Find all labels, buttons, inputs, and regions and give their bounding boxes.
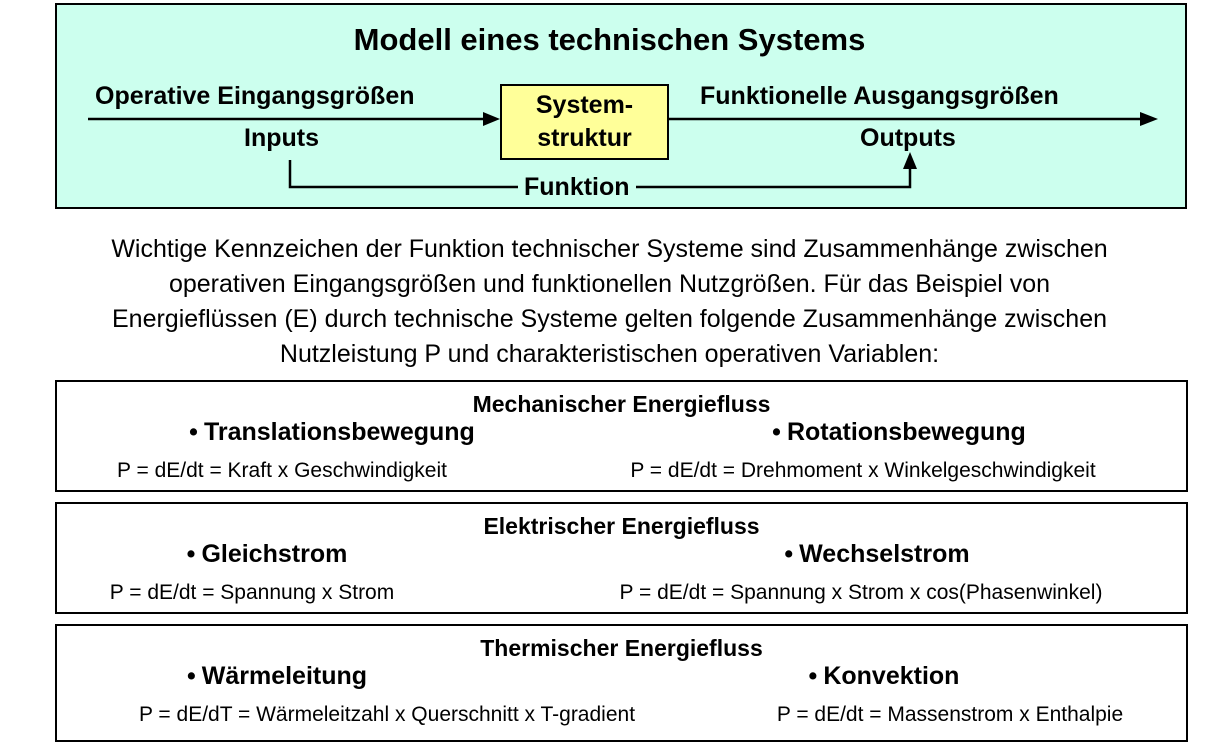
item-name-text: Rotationsbewegung xyxy=(786,418,1026,446)
flow-item-formula: P = dE/dt = Kraft x Geschwindigkeit xyxy=(117,459,447,482)
flow-item-formula: P = dE/dt = Massenstrom x Enthalpie xyxy=(776,703,1124,726)
bullet-icon: • xyxy=(808,662,818,690)
outputs-label: Outputs xyxy=(860,124,956,152)
flow-item-name xyxy=(809,662,960,691)
outputs-label-german: Funktionelle Ausgangsgrößen xyxy=(700,82,1059,110)
flow-item-name xyxy=(772,418,1026,447)
system-structure-box xyxy=(500,84,669,160)
bullet-icon: • xyxy=(186,540,196,568)
system-label-line1: System- xyxy=(535,91,634,119)
flow-item-name xyxy=(187,540,348,569)
flow-title: Thermischer Energiefluss xyxy=(480,635,763,661)
flow-item-name xyxy=(784,540,969,569)
flow-box-electrical xyxy=(55,502,1188,614)
item-name-text: Translationsbewegung xyxy=(203,418,475,446)
system-label-line2: struktur xyxy=(537,124,632,152)
flow-item-formula: P = dE/dt = Drehmoment x Winkelgeschwindigkeit xyxy=(630,459,1096,482)
function-arrowhead xyxy=(903,152,917,169)
flow-item-formula: P = dE/dt = Spannung x Strom x cos(Phasenwinkel) xyxy=(619,581,1103,604)
item-name-text: Wechselstrom xyxy=(799,540,970,568)
bullet-icon: • xyxy=(189,418,198,446)
flow-box-mechanical xyxy=(55,380,1188,492)
inputs-label-german: Operative Eingangsgrößen xyxy=(95,82,415,110)
flow-box-thermal xyxy=(55,624,1188,742)
flow-item-formula: P = dE/dt = Spannung x Strom xyxy=(109,581,395,604)
flow-title: Elektrischer Energiefluss xyxy=(483,513,760,539)
item-name-text: Gleichstrom xyxy=(201,540,348,568)
flow-title: Mechanischer Energiefluss xyxy=(472,391,771,417)
intro-paragraph: Wichtige Kennzeichen der Funktion technischer Systeme sind Zusammenhänge zwischen operativen Eingangsgrößen und funktionellen Nutzgrößen. Für das Beispiel von Energieflüssen (E) durch technische Systeme gelten folgende Zusammenhänge zwischen Nutzleistung P und charakteristischen operativen Variablen: xyxy=(111,235,1108,368)
bullet-icon: • xyxy=(772,418,781,446)
input-arrowhead xyxy=(483,112,500,126)
flow-item-name xyxy=(189,418,475,447)
flow-item-name xyxy=(187,662,367,691)
item-name-text: Konvektion xyxy=(823,662,960,690)
bullet-icon: • xyxy=(186,662,196,690)
output-arrowhead xyxy=(1140,112,1158,126)
inputs-label: Inputs xyxy=(244,124,319,152)
function-label: Funktion xyxy=(518,173,636,202)
bullet-icon: • xyxy=(784,540,794,568)
flow-item-formula: P = dE/dT = Wärmeleitzahl x Querschnitt x T-gradient xyxy=(138,703,636,726)
diagram-title: Modell eines technischen Systems xyxy=(353,22,866,57)
item-name-text: Wärmeleitung xyxy=(201,662,368,690)
